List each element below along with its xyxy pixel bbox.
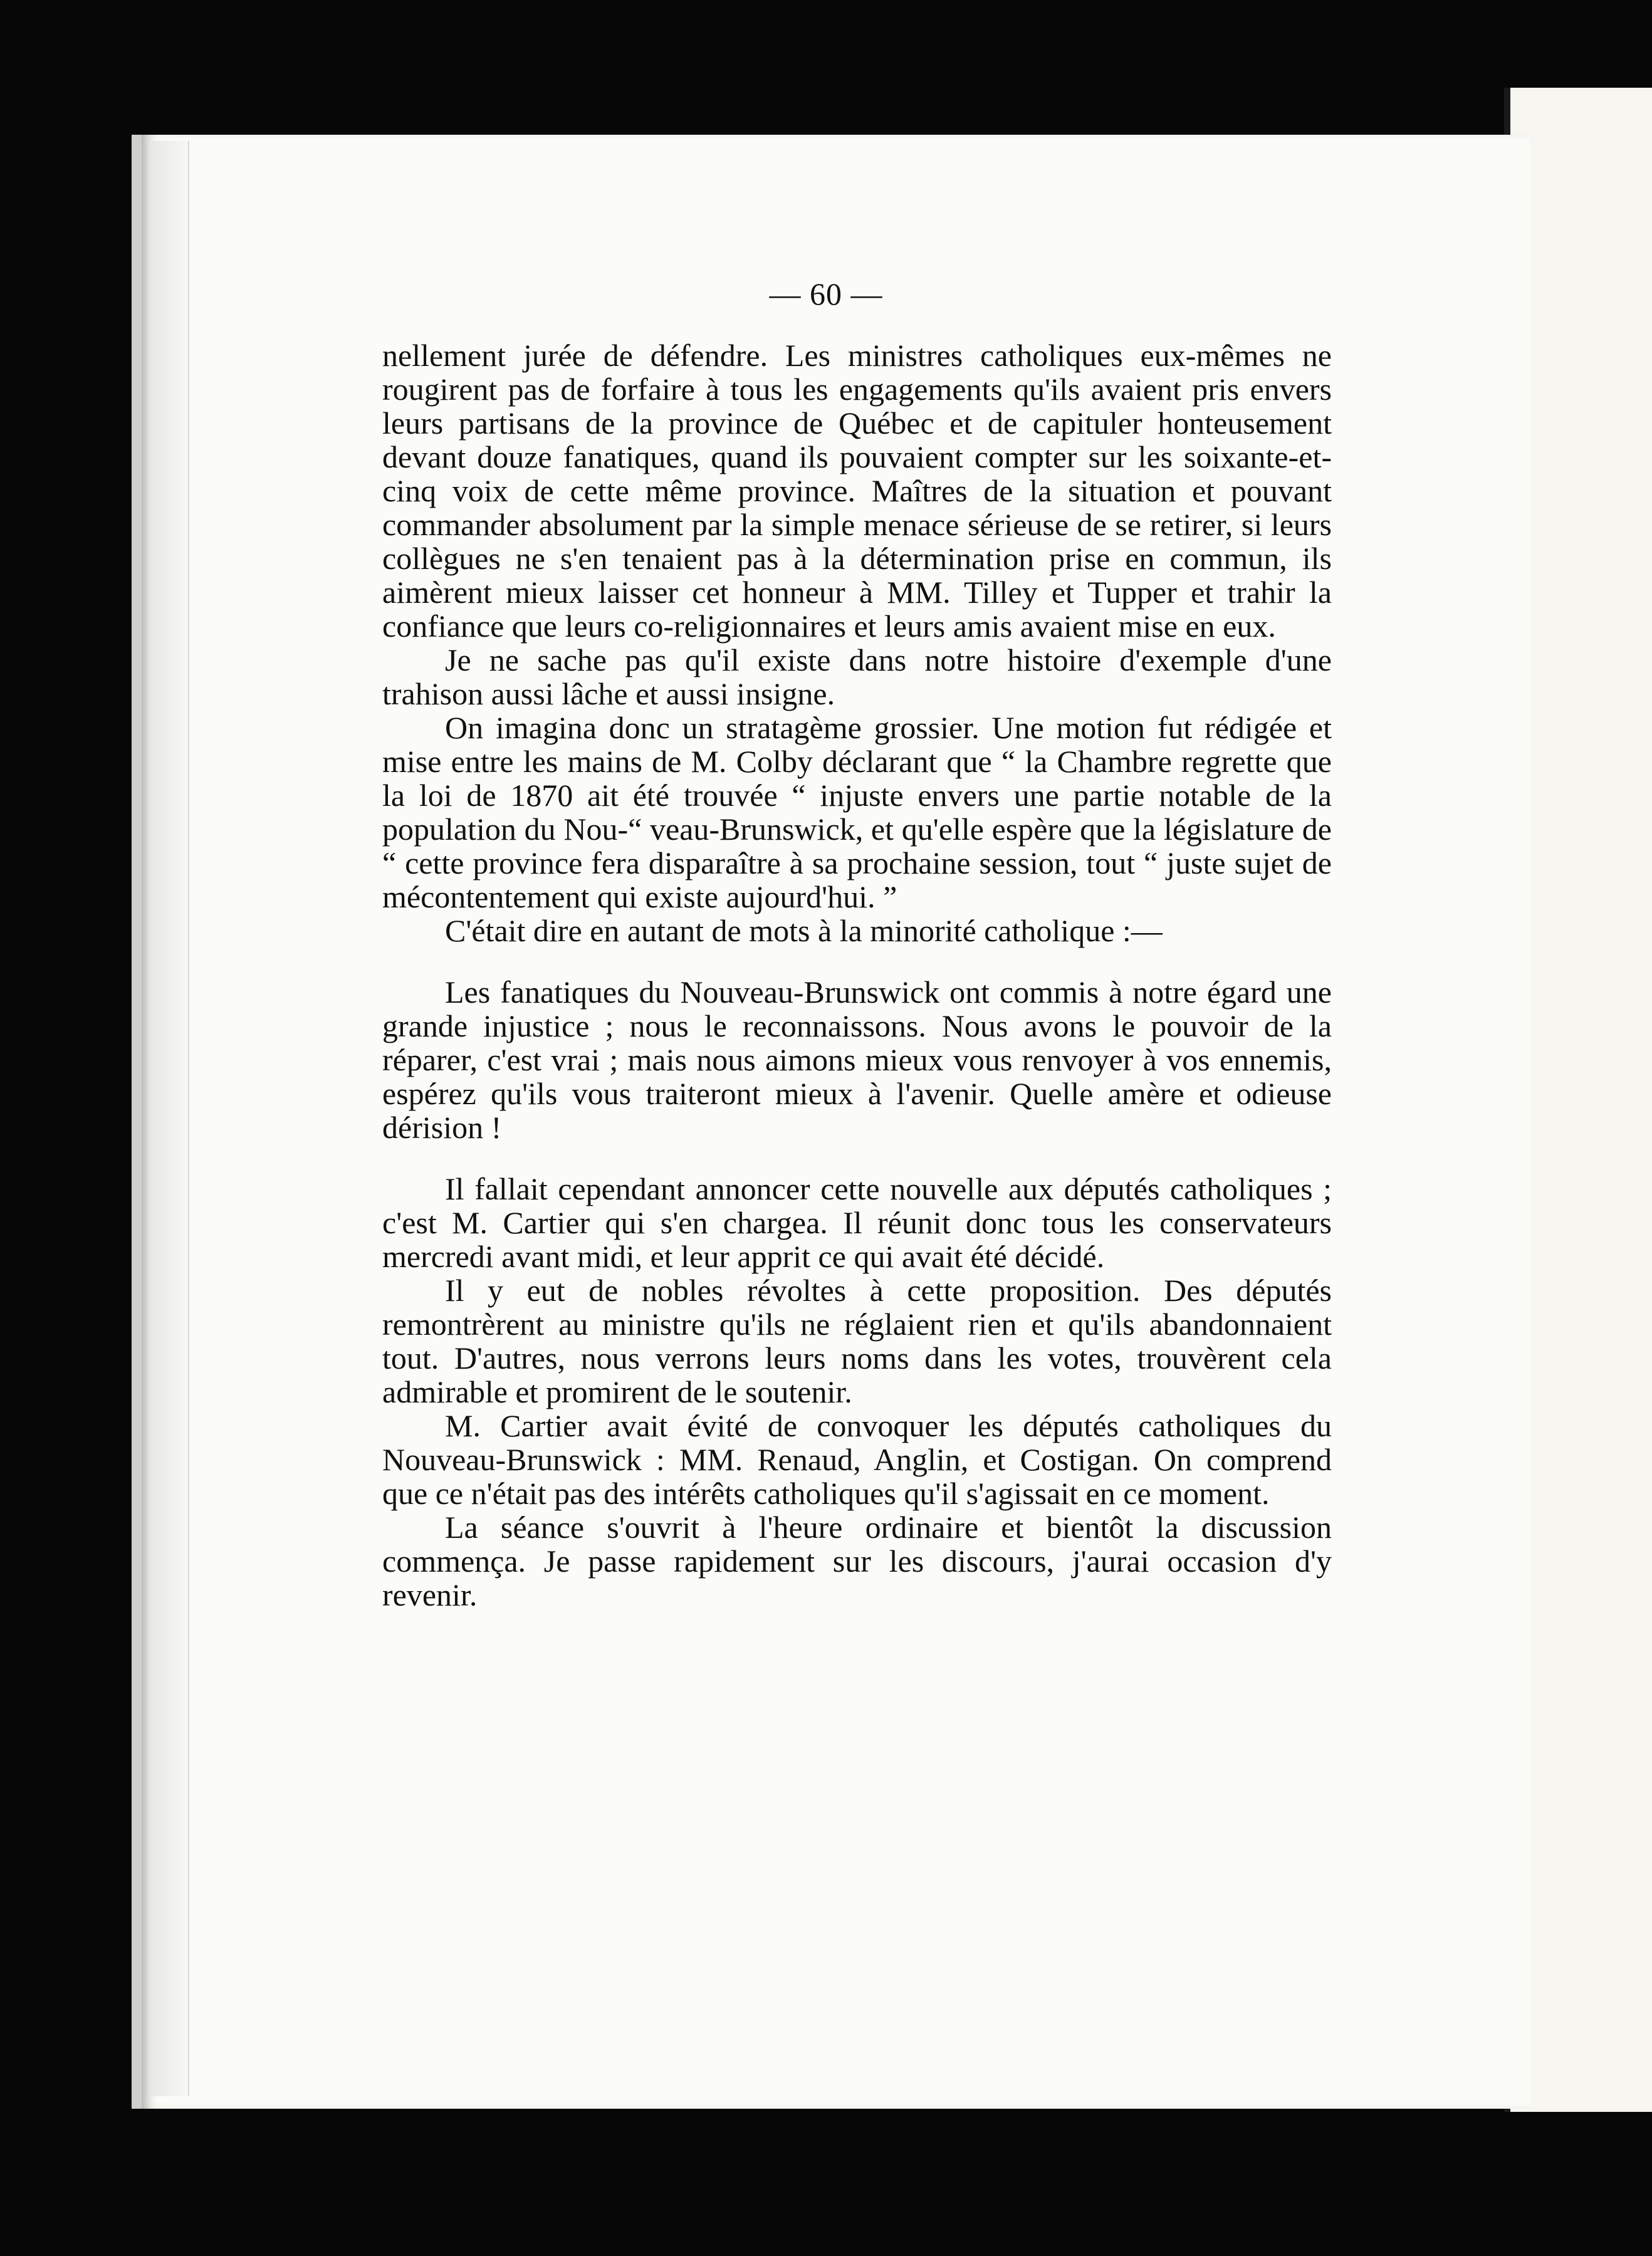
paragraph-6: Il fallait cependant annoncer cette nouvelle aux députés catholiques ; c'est M. Cartier qui s'en chargea. Il réunit donc tous les conservateurs mercredi avant midi, et leur apprit ce qui avait été décidé. [382, 1171, 1332, 1274]
paragraph-8: M. Cartier avait évité de convoquer les députés catholiques du Nouveau-Brunswick : MM. Renaud, Anglin, et Costigan. On comprend que ce n'était pas des intérêts catholiques qu'il s'agissait en ce moment. [382, 1408, 1332, 1511]
body-text [382, 338, 1332, 1612]
page-gutter-shadow [150, 141, 189, 2096]
paragraph-9: La séance s'ouvrit à l'heure ordinaire et bientôt la discussion commença. Je passe rapidement sur les discours, j'aurai occasion d'y revenir. [382, 1510, 1332, 1612]
page-number: — 60 — [769, 276, 883, 311]
paragraph-4: C'était dire en autant de mots à la minorité catholique :— [445, 913, 1163, 948]
quoted-paragraph: Les fanatiques du Nouveau-Brunswick ont commis à notre égard une grande injustice ; nous le reconnaissons. Nous avons le pouvoir de la réparer, c'est vrai ; mais nous aimons mieux vous renvoyer à vos ennemis, espérez qu'ils vous traiteront mieux à l'avenir. Quelle amère et odieuse dérision ! [382, 974, 1332, 1145]
paragraph-3: On imagina donc un stratagème grossier. Une motion fut rédigée et mise entre les mains de M. Colby déclarant que “ la Chambre regrette que la loi de 1870 ait été trouvée “ injuste envers une partie notable de la population du Nou-“ veau-Brunswick, et qu'elle espère que la législature de “ cette province fera disparaître à sa prochaine session, tout “ juste sujet de mécontentement qui existe aujourd'hui. ” [382, 710, 1332, 914]
paragraph-7: Il y eut de nobles révoltes à cette proposition. Des députés remontrèrent au ministre qu'ils ne réglaient rien et qu'ils abandonnaient tout. D'autres, nous verrons leurs noms dans les votes, trouvèrent cela admirable et promirent de le soutenir. [382, 1273, 1332, 1409]
paragraph-1: nellement jurée de défendre. Les ministres catholiques eux-mêmes ne rougirent pas de forfaire à tous les engagements qu'ils avaient pris envers leurs partisans de la province de Québec et de capituler honteusement devant douze fanatiques, quand ils pouvaient compter sur les soixante-et-cinq voix de cette même province. Maîtres de la situation et pouvant commander absolument par la simple menace sérieuse de se retirer, si leurs collègues ne s'en tenaient pas à la détermination prise en commun, ils aimèrent mieux laisser cet honneur à MM. Tilley et Tupper et trahir la confiance que leurs co-religionnaires et leurs amis avaient mise en eux. [382, 338, 1332, 644]
paragraph-2: Je ne sache pas qu'il existe dans notre histoire d'exemple d'une trahison aussi lâche et aussi insigne. [382, 642, 1332, 711]
